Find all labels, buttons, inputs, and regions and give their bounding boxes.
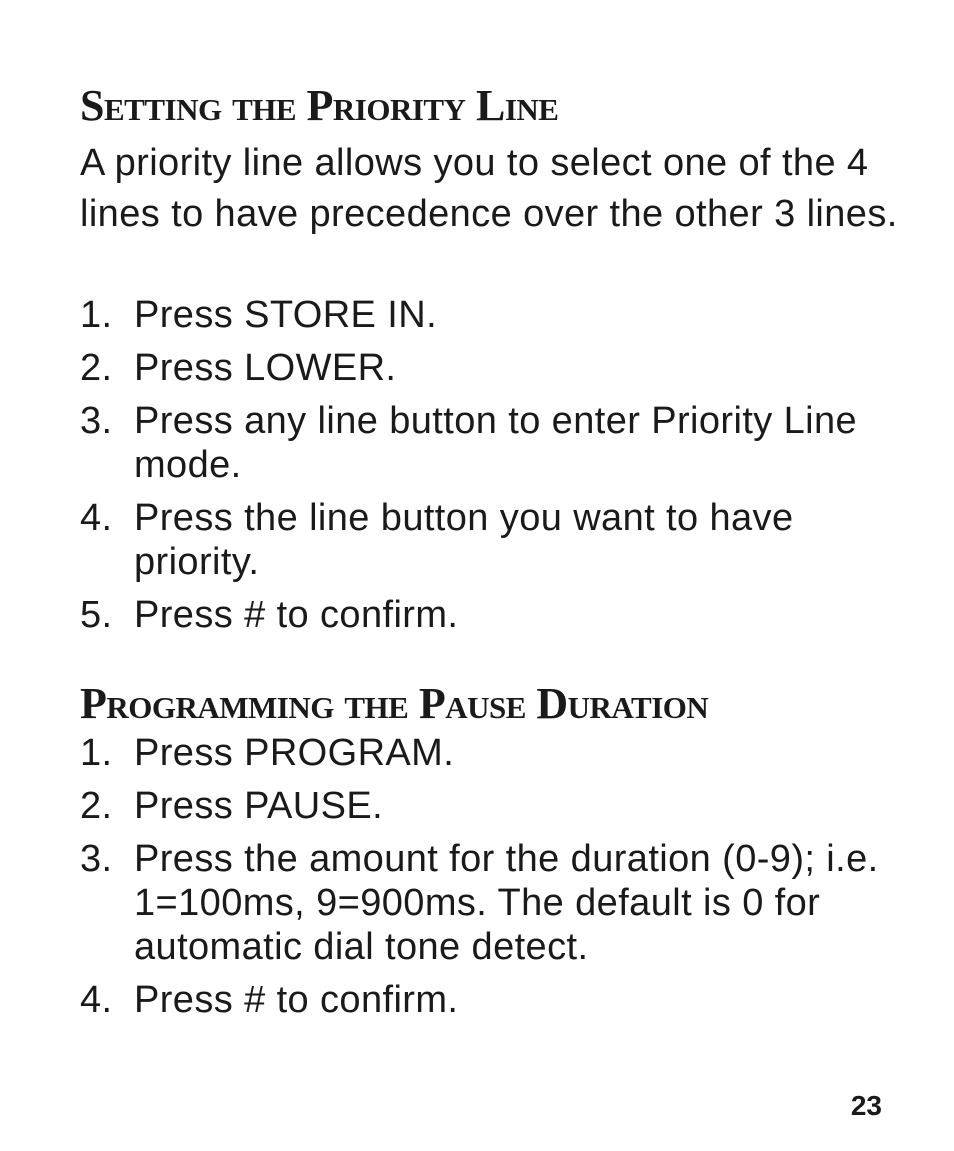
step-text: Press the line button you want to have priority. bbox=[134, 497, 794, 583]
step-text: Press LOWER. bbox=[134, 347, 397, 389]
step-number: 1. bbox=[80, 294, 113, 336]
step-number: 4. bbox=[80, 979, 113, 1021]
list-item bbox=[80, 978, 900, 1022]
list-item bbox=[80, 731, 900, 775]
step-number: 2. bbox=[80, 785, 113, 827]
page-number: 23 bbox=[850, 1090, 882, 1121]
list-item bbox=[80, 399, 900, 487]
pause-duration-steps bbox=[80, 731, 900, 1031]
step-number: 2. bbox=[80, 347, 113, 389]
step-number: 3. bbox=[80, 400, 113, 442]
step-text: Press STORE IN. bbox=[134, 294, 438, 336]
list-item bbox=[80, 837, 900, 969]
step-number: 4. bbox=[80, 497, 113, 539]
section-heading-pause-duration: Programming the Pause Duration bbox=[80, 679, 709, 728]
step-text: Press # to confirm. bbox=[134, 979, 459, 1021]
step-number: 5. bbox=[80, 594, 113, 636]
step-number: 3. bbox=[80, 838, 113, 880]
priority-line-steps bbox=[80, 293, 900, 646]
list-item bbox=[80, 593, 900, 637]
priority-line-intro: A priority line allows you to select one of the 4 lines to have precedence over the other 3 lines. bbox=[80, 142, 898, 235]
list-item bbox=[80, 346, 900, 390]
list-item bbox=[80, 784, 900, 828]
step-text: Press the amount for the duration (0-9); i.e. 1=100ms, 9=900ms. The default is 0 for automatic dial tone detect. bbox=[134, 838, 879, 968]
list-item bbox=[80, 293, 900, 337]
step-text: Press # to confirm. bbox=[134, 594, 459, 636]
list-item bbox=[80, 496, 900, 584]
step-number: 1. bbox=[80, 732, 113, 774]
step-text: Press any line button to enter Priority Line mode. bbox=[134, 400, 858, 486]
section-heading-priority-line: Setting the Priority Line bbox=[80, 81, 559, 130]
step-text: Press PROGRAM. bbox=[134, 732, 455, 774]
step-text: Press PAUSE. bbox=[134, 785, 384, 827]
